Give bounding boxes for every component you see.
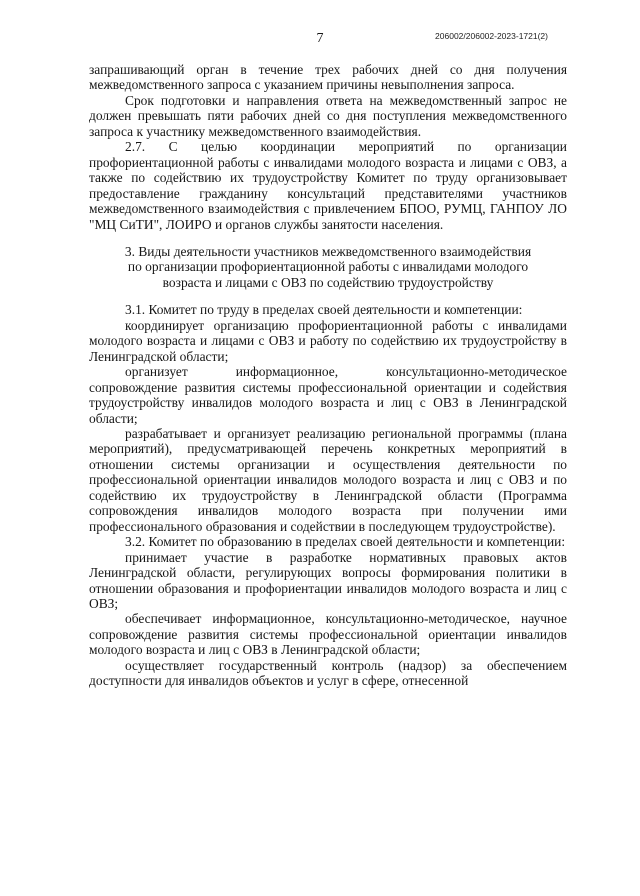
paragraph-3-1: 3.1. Комитет по труду в пределах своей деятельности и компетенции: <box>125 302 523 318</box>
paragraph-response-deadline: Срок подготовки и направления ответа на межведомственный запрос не должен превышать пяти рабочих дней со дня поступления межведомственного запроса к участнику межведомственного взаимодействия. <box>89 92 567 139</box>
paragraph-3-2: 3.2. Комитет по образованию в пределах своей деятельности и компетенции: <box>125 534 566 550</box>
page-number: 7 <box>316 31 324 46</box>
paragraph-organizes: организует информационное, консультационно-методическое сопровождение развития системы профессиональной ориентации и содействия трудоустройству инвалидов молодого возраста и лиц с ОВЗ в Ленинградской области; <box>89 364 567 426</box>
paragraph-state-control: осуществляет государственный контроль (надзор) за обеспечением доступности для инвалидов объектов и услуг в сфере, отнесенной <box>89 657 567 689</box>
paragraph-develops-program: разрабатывает и организует реализацию региональной программы (плана мероприятий), предусматривающей перечень конкретных мероприятий в отношении системы организации и осуществления деятельности по профессиональной ориентации инвалидов молодого возраста и лиц с ОВЗ и по содействию их трудоустройству в Ленинградской области (Программа сопровождения инвалидов молодого возраста при получении ими профессионального образования и содействии в последующем трудоустройстве). <box>89 425 567 534</box>
section-heading-line-3: возраста и лицами с ОВЗ по содействию трудоустройству <box>162 274 494 290</box>
paragraph-2-7: 2.7. С целью координации мероприятий по организации профориентационной работы с инвалидами молодого возраста и лицами с ОВЗ, а также по содействию их трудоустройству Комитет по труду организовывает предоставление гражданину консультаций представителями участников межведомственного взаимодействия с привлечением БПОО, РУМЦ, ГАНПОУ ЛО "МЦ СиТИ", ЛОИРО и органов службы занятости населения. <box>89 139 567 232</box>
section-heading-line-2: по организации профориентационной работы с инвалидами молодого <box>127 259 529 275</box>
paragraph-participates: принимает участие в разработке нормативных правовых актов Ленинградской области, регулирующих вопросы формирования политики в отношении образования и профориентации инвалидов молодого возраста и лиц с ОВЗ; <box>89 549 567 611</box>
paragraph-continuation: запрашивающий орган в течение трех рабочих дней со дня получения межведомственного запроса с указанием причины невыполнения запроса. <box>89 62 567 93</box>
spacer <box>89 232 567 244</box>
spacer <box>89 290 567 302</box>
document-body <box>89 62 567 689</box>
section-heading-line-1: 3. Виды деятельности участников межведомственного взаимодействия <box>124 243 532 259</box>
paragraph-provides: обеспечивает информационное, консультационно-методическое, научное сопровождение развития системы профессиональной ориентации инвалидов молодого возраста и лиц с ОВЗ в Ленинградской области; <box>89 611 567 658</box>
document-number: 206002/206002-2023-1721(2) <box>435 31 548 41</box>
paragraph-coordinates: координирует организацию профориентационной работы с инвалидами молодого возраста и лицами с ОВЗ и работу по содействию их трудоустройству в Ленинградской области; <box>89 317 567 364</box>
